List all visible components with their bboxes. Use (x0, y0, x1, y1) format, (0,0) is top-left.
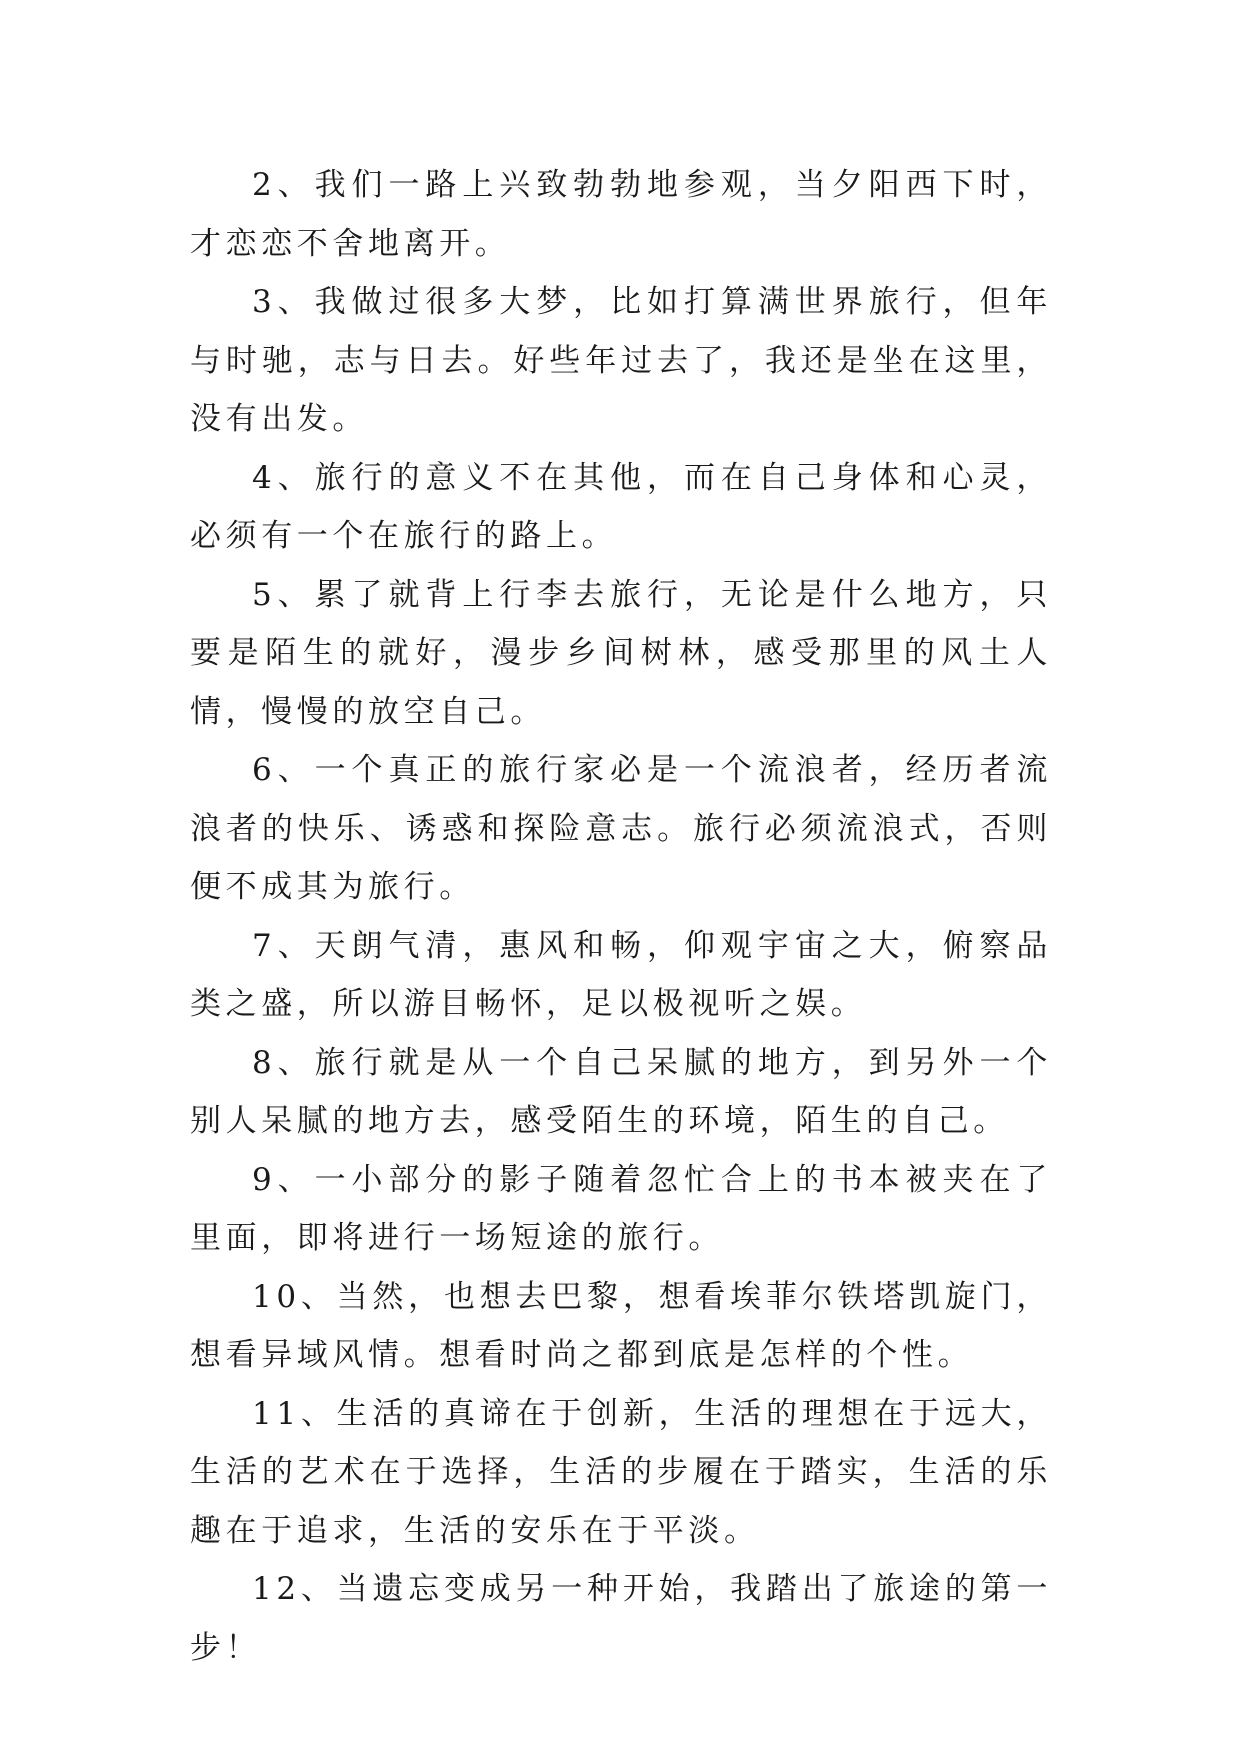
paragraph-8: 8、旅行就是从一个自己呆腻的地方，到另外一个别人呆腻的地方去，感受陌生的环境，陌生的自己。 (190, 1044, 1052, 1139)
paragraph-11: 11、生活的真谛在于创新，生活的理想在于远大，生活的艺术在于选择，生活的步履在于踏实，生活的乐趣在于追求，生活的安乐在于平淡。 (190, 1395, 1052, 1549)
document-body (190, 156, 1052, 1677)
paragraph-10: 10、当然，也想去巴黎，想看埃菲尔铁塔凯旋门，想看异域风情。想看时尚之都到底是怎样的个性。 (190, 1278, 1052, 1373)
paragraph-5: 5、累了就背上行李去旅行，无论是什么地方，只要是陌生的就好，漫步乡间树林，感受那里的风土人情，慢慢的放空自己。 (190, 576, 1052, 730)
paragraph-7: 7、天朗气清，惠风和畅，仰观宇宙之大，俯察品类之盛，所以游目畅怀，足以极视听之娱。 (190, 927, 1052, 1022)
paragraph-3: 3、我做过很多大梦，比如打算满世界旅行，但年与时驰，志与日去。好些年过去了，我还是坐在这里，没有出发。 (190, 284, 1052, 437)
paragraph-2: 2、我们一路上兴致勃勃地参观，当夕阳西下时，才恋恋不舍地离开。 (190, 167, 1052, 262)
paragraph-12: 12、当遗忘变成另一种开始，我踏出了旅途的第一步！ (190, 1571, 1052, 1666)
paragraph-4: 4、旅行的意义不在其他，而在自己身体和心灵，必须有一个在旅行的路上。 (190, 459, 1052, 554)
paragraph-9: 9、一小部分的影子随着忽忙合上的书本被夹在了里面，即将进行一场短途的旅行。 (190, 1161, 1052, 1256)
paragraph-6: 6、一个真正的旅行家必是一个流浪者，经历者流浪者的快乐、诱惑和探险意志。旅行必须流浪式，否则便不成其为旅行。 (190, 752, 1052, 905)
